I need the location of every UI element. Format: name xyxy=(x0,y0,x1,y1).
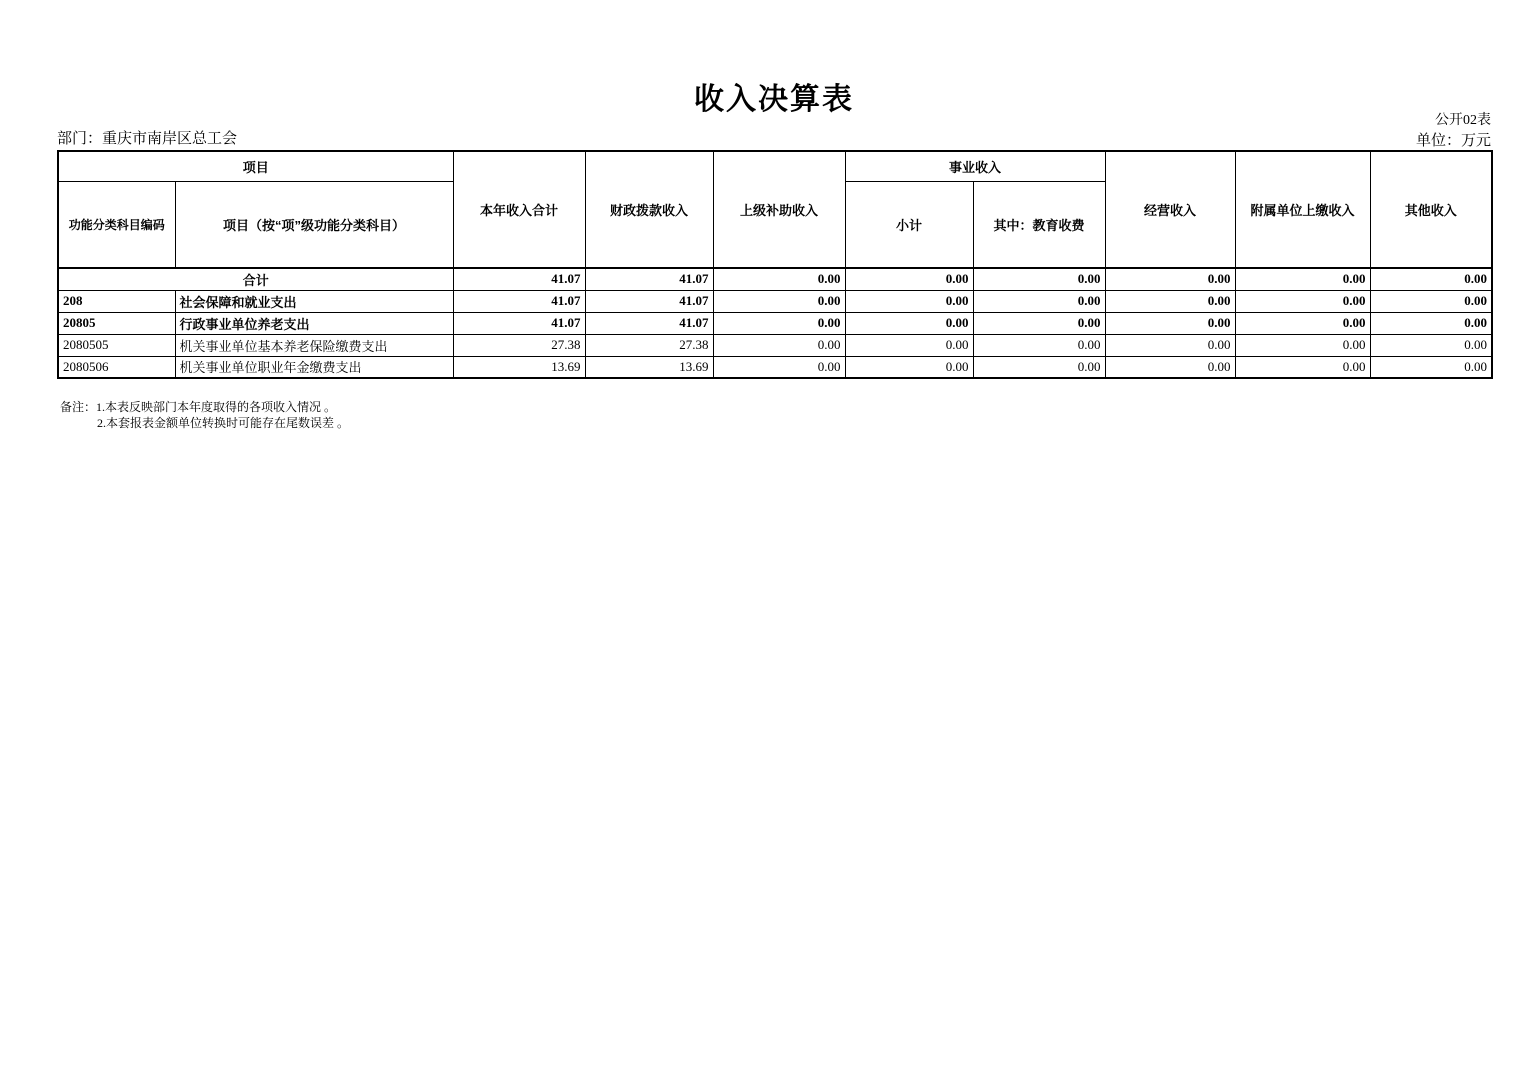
row-subsidy: 0.00 xyxy=(713,290,845,312)
header-business-income: 事业收入 xyxy=(845,151,1105,181)
row-affiliated: 0.00 xyxy=(1235,290,1370,312)
header-fiscal-appropriation: 财政拨款收入 xyxy=(585,151,713,268)
row-code: 208 xyxy=(58,290,175,312)
row-other: 0.00 xyxy=(1370,356,1492,378)
row-subsidy: 0.00 xyxy=(713,334,845,356)
row-affiliated: 0.00 xyxy=(1235,334,1370,356)
row-operating: 0.00 xyxy=(1105,312,1235,334)
header-project-item: 项目（按“项”级功能分类科目） xyxy=(175,181,453,268)
row-total-annual: 41.07 xyxy=(453,268,585,290)
header-project-group: 项目 xyxy=(58,151,453,181)
row-name: 机关事业单位职业年金缴费支出 xyxy=(175,356,453,378)
row-subtotal: 0.00 xyxy=(845,356,973,378)
header-education-fee: 其中：教育收费 xyxy=(973,181,1105,268)
row-affiliated: 0.00 xyxy=(1235,356,1370,378)
form-code-label: 公开02表 xyxy=(1435,113,1491,128)
row-total-subtotal: 0.00 xyxy=(845,268,973,290)
row-total-label: 合计 xyxy=(58,268,453,290)
row-name: 社会保障和就业支出 xyxy=(175,290,453,312)
row-name: 行政事业单位养老支出 xyxy=(175,312,453,334)
row-total-fiscal: 41.07 xyxy=(585,268,713,290)
row-total-education: 0.00 xyxy=(973,268,1105,290)
row-total-affiliated: 0.00 xyxy=(1235,268,1370,290)
header-row-1 xyxy=(58,151,1492,181)
footnote-2: 2.本套报表金额单位转换时可能存在尾数误差 。 xyxy=(97,416,350,430)
row-fiscal: 41.07 xyxy=(585,312,713,334)
table-body xyxy=(58,268,1492,378)
row-subtotal: 0.00 xyxy=(845,334,973,356)
row-code: 2080506 xyxy=(58,356,175,378)
row-other: 0.00 xyxy=(1370,312,1492,334)
row-affiliated: 0.00 xyxy=(1235,312,1370,334)
row-total-other: 0.00 xyxy=(1370,268,1492,290)
row-education: 0.00 xyxy=(973,290,1105,312)
footnotes xyxy=(60,399,349,431)
row-total-operating: 0.00 xyxy=(1105,268,1235,290)
header-other-income: 其他收入 xyxy=(1370,151,1492,268)
row-subtotal: 0.00 xyxy=(845,290,973,312)
row-subsidy: 0.00 xyxy=(713,356,845,378)
department-label: 部门：重庆市南岸区总工会 xyxy=(57,131,238,147)
row-annual: 41.07 xyxy=(453,312,585,334)
row-total-subsidy: 0.00 xyxy=(713,268,845,290)
table-row-208 xyxy=(58,290,1492,312)
unit-label: 单位：万元 xyxy=(1415,133,1491,149)
row-education: 0.00 xyxy=(973,356,1105,378)
row-other: 0.00 xyxy=(1370,290,1492,312)
row-annual: 41.07 xyxy=(453,290,585,312)
footnote-1: 备注：1.本表反映部门本年度取得的各项收入情况 。 xyxy=(60,400,337,414)
header-operating-income: 经营收入 xyxy=(1105,151,1235,268)
row-subsidy: 0.00 xyxy=(713,312,845,334)
table-row-total xyxy=(58,268,1492,290)
row-name: 机关事业单位基本养老保险缴费支出 xyxy=(175,334,453,356)
table-header xyxy=(58,151,1492,268)
row-annual: 13.69 xyxy=(453,356,585,378)
header-func-code: 功能分类科目编码 xyxy=(58,181,175,268)
table-row-20805 xyxy=(58,312,1492,334)
table-row-2080505 xyxy=(58,334,1492,356)
row-fiscal: 27.38 xyxy=(585,334,713,356)
row-subtotal: 0.00 xyxy=(845,312,973,334)
row-operating: 0.00 xyxy=(1105,356,1235,378)
header-subtotal: 小计 xyxy=(845,181,973,268)
row-operating: 0.00 xyxy=(1105,290,1235,312)
page-title: 收入决算表 xyxy=(694,83,854,116)
row-education: 0.00 xyxy=(973,334,1105,356)
row-education: 0.00 xyxy=(973,312,1105,334)
row-annual: 27.38 xyxy=(453,334,585,356)
header-superior-subsidy: 上级补助收入 xyxy=(713,151,845,268)
row-fiscal: 13.69 xyxy=(585,356,713,378)
row-operating: 0.00 xyxy=(1105,334,1235,356)
row-code: 20805 xyxy=(58,312,175,334)
row-other: 0.00 xyxy=(1370,334,1492,356)
row-fiscal: 41.07 xyxy=(585,290,713,312)
row-code: 2080505 xyxy=(58,334,175,356)
table-row-2080506 xyxy=(58,356,1492,378)
income-table xyxy=(57,150,1493,379)
header-annual-total: 本年收入合计 xyxy=(453,151,585,268)
header-affiliated-remit: 附属单位上缴收入 xyxy=(1235,151,1370,268)
